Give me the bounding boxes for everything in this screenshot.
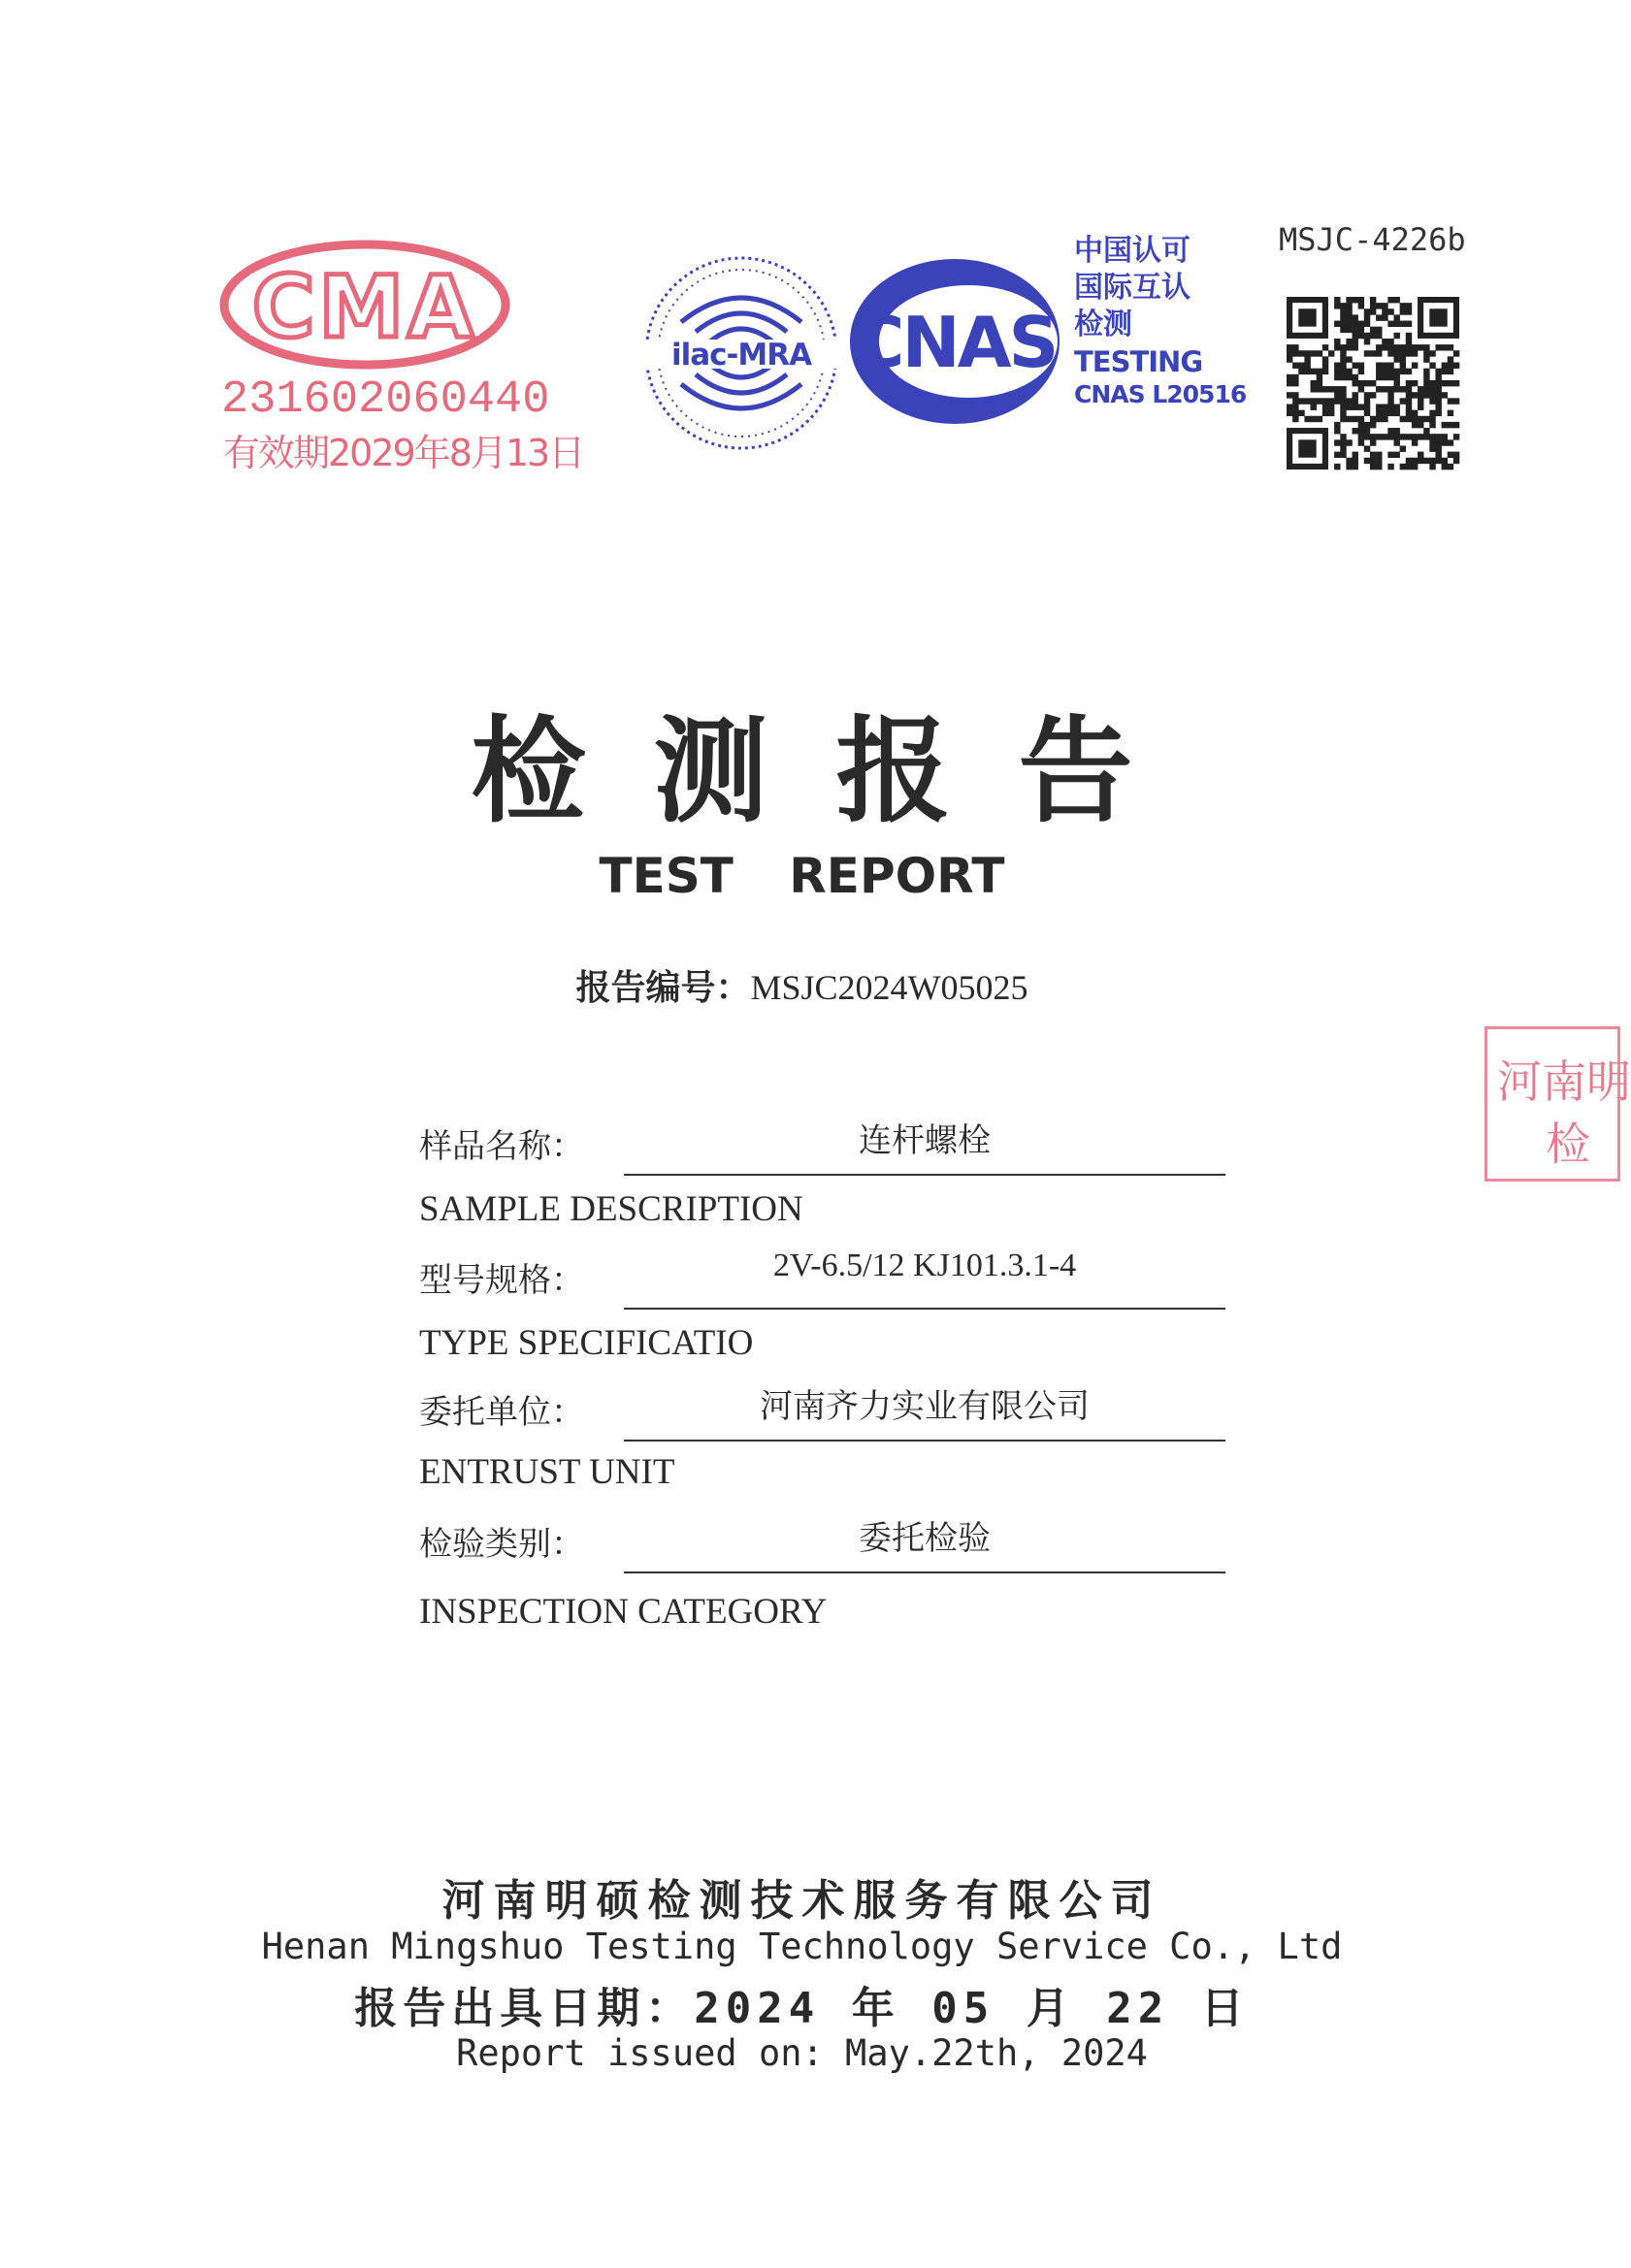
sample-name-value: 连杆螺栓 bbox=[859, 1121, 991, 1160]
cnas-line-5: CNAS L20516 bbox=[1074, 380, 1247, 408]
sample-name-label: 样品名称： bbox=[419, 1127, 584, 1166]
cma-logo-icon bbox=[219, 239, 510, 374]
page-title-cn: 检测报告 bbox=[471, 703, 1201, 838]
cnas-accreditation-text bbox=[1074, 233, 1247, 409]
type-specification-label: TYPE SPECIFICATIO bbox=[419, 1323, 754, 1363]
ilac-mra-logo bbox=[642, 254, 841, 453]
field-underline bbox=[624, 1308, 1225, 1310]
ilac-mra-icon bbox=[642, 254, 841, 453]
issue-date-en: Report issued on: May.22th, 2024 bbox=[456, 2032, 1148, 2074]
qr-code-icon bbox=[1287, 297, 1459, 470]
entrust-unit-label: ENTRUST UNIT bbox=[419, 1452, 675, 1492]
issue-date-cn: 报告出具日期：2024 年 05 月 22 日 bbox=[354, 1984, 1250, 2033]
entrust-unit-label-cn: 委托单位： bbox=[419, 1393, 584, 1432]
page-title-en: TEST REPORT bbox=[599, 848, 1005, 904]
seal-line-1: 河南明 bbox=[1497, 1055, 1631, 1108]
cnas-text: CNAS bbox=[853, 302, 1057, 383]
cnas-logo bbox=[842, 254, 1067, 429]
ilac-mra-text: ilac-MRA bbox=[670, 338, 812, 373]
company-name-cn: 河南明硕检测技术服务有限公司 bbox=[441, 1876, 1162, 1926]
cnas-line-4: TESTING bbox=[1074, 345, 1203, 378]
type-spec-label: 型号规格： bbox=[419, 1261, 584, 1300]
field-underline bbox=[624, 1571, 1225, 1573]
cnas-line-3: 检测 bbox=[1074, 308, 1132, 341]
seal-line-2: 检 bbox=[1546, 1118, 1590, 1170]
entrust-unit-value: 河南齐力实业有限公司 bbox=[760, 1387, 1090, 1426]
sample-description-label: SAMPLE DESCRIPTION bbox=[419, 1189, 803, 1229]
cma-validity: 有效期2029年8月13日 bbox=[223, 432, 584, 474]
inspection-category-label: INSPECTION CATEGORY bbox=[419, 1592, 828, 1632]
cma-logo-text: CMA bbox=[251, 257, 478, 357]
cma-number: 231602060440 bbox=[221, 374, 550, 426]
cma-stamp bbox=[219, 239, 584, 474]
report-number-value: MSJC2024W05025 bbox=[750, 968, 1028, 1007]
qr-code-graphic bbox=[1287, 297, 1459, 470]
field-underline bbox=[624, 1174, 1225, 1176]
field-underline bbox=[624, 1440, 1225, 1442]
report-number bbox=[0, 960, 1604, 1010]
company-name-en: Henan Mingshuo Testing Technology Service Co., Ltd bbox=[261, 1926, 1343, 1967]
inspection-category-value: 委托检验 bbox=[859, 1519, 991, 1558]
document-code: MSJC-4226b bbox=[1279, 221, 1466, 258]
inspection-category-label-cn: 检验类别： bbox=[419, 1525, 584, 1564]
cnas-line-1: 中国认可 bbox=[1074, 234, 1191, 268]
cnas-line-2: 国际互认 bbox=[1074, 271, 1191, 305]
cnas-icon bbox=[842, 254, 1067, 429]
company-seal-partial bbox=[1484, 1026, 1631, 1182]
type-spec-value: 2V-6.5/12 KJ101.3.1-4 bbox=[772, 1247, 1077, 1283]
report-number-label: 报告编号： bbox=[575, 968, 751, 1008]
